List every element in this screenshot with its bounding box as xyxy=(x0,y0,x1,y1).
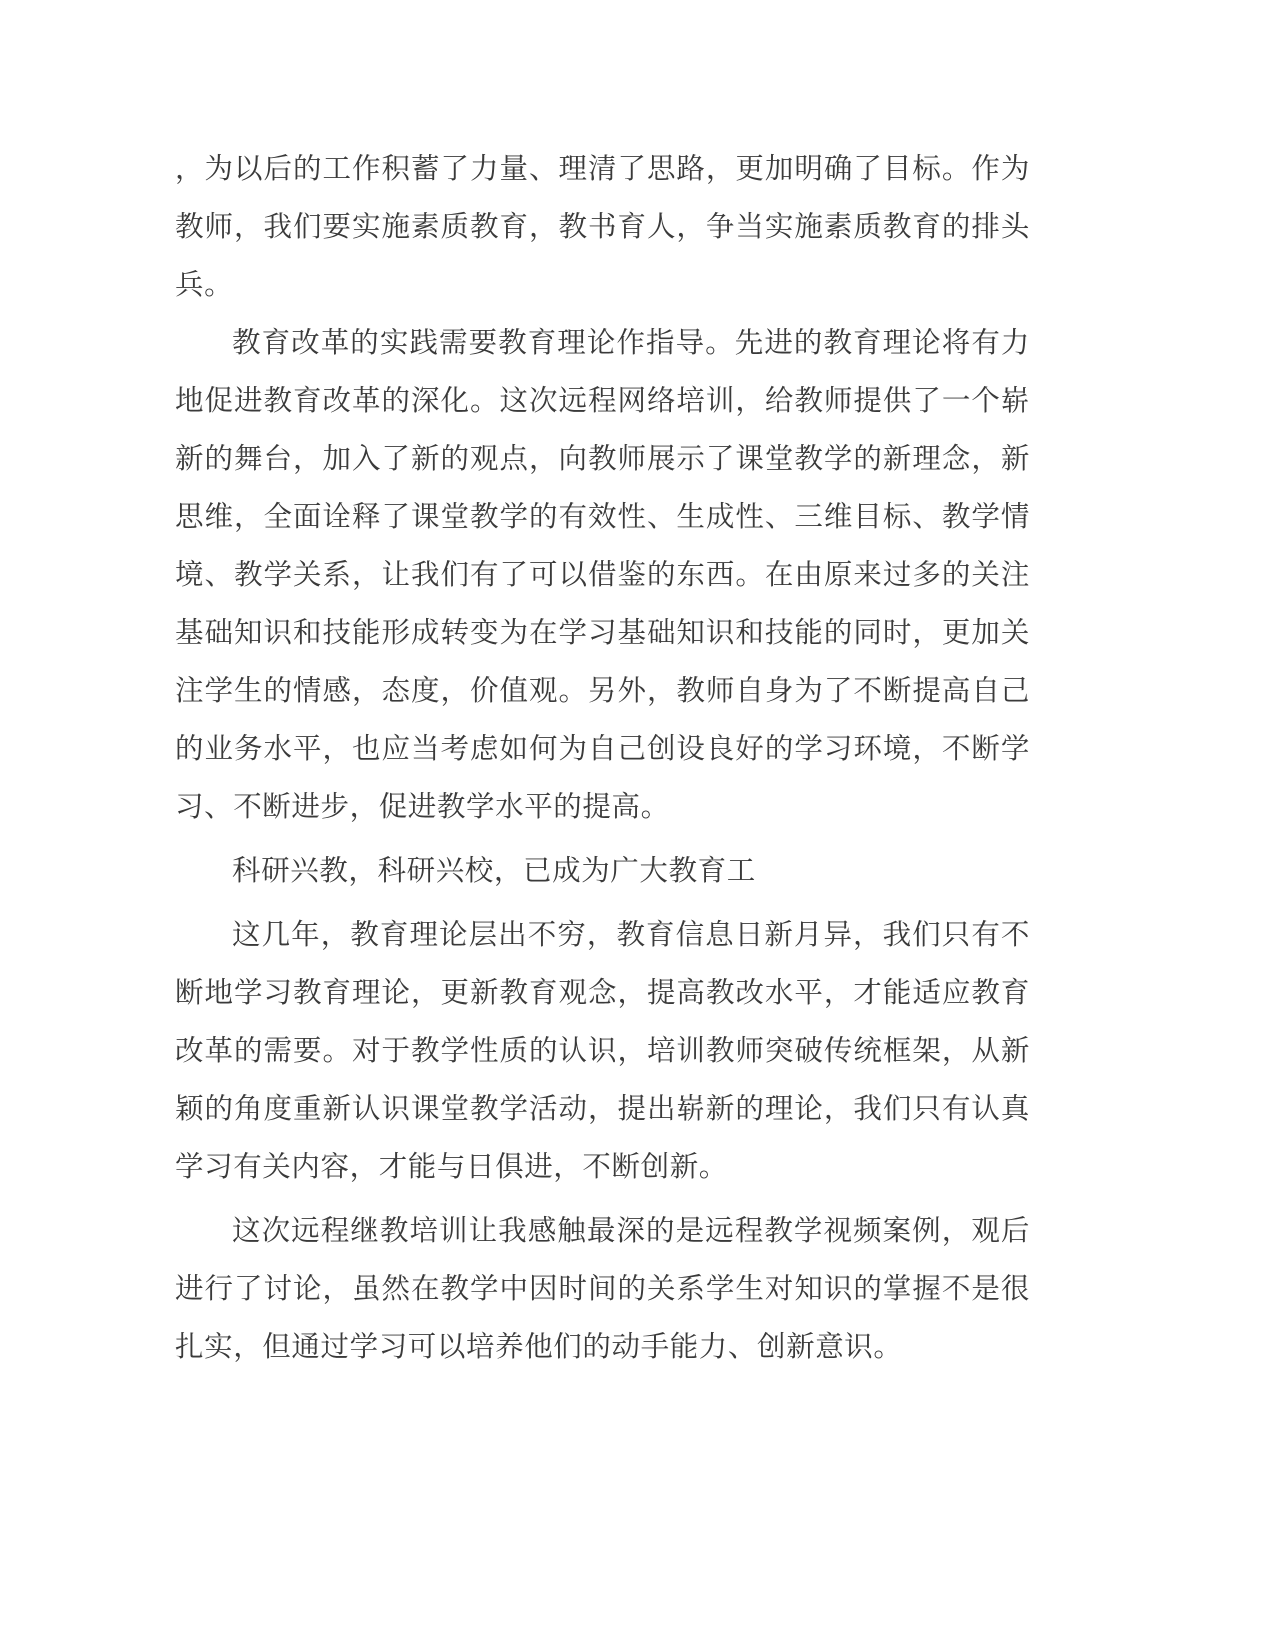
paragraph-2: 教育改革的实践需要教育理论作指导。先进的教育理论将有力地促进教育改革的深化。这次远程网络培训，给教师提供了一个崭新的舞台，加入了新的观点，向教师展示了课堂教学的新理念，新思维，全面诠释了课堂教学的有效性、生成性、三维目标、教学情境、教学关系，让我们有了可以借鉴的东西。在由原来过多的关注基础知识和技能形成转变为在学习基础知识和技能的同时，更加关注学生的情感，态度，价值观。另外，教师自身为了不断提高自己的业务水平，也应当考虑如何为自己创设良好的学习环境，不断学习、不断进步，促进教学水平的提高。 xyxy=(175,326,1030,823)
paragraph-4: 这几年，教育理论层出不穷，教育信息日新月异，我们只有不断地学习教育理论，更新教育观念，提高教改水平，才能适应教育改革的需要。对于教学性质的认识，培训教师突破传统框架，从新颖的角度重新认识课堂教学活动，提出崭新的理论，我们只有认真学习有关内容，才能与日俱进，不断创新。 xyxy=(175,918,1030,1183)
paragraph-1: ，为以后的工作积蓄了力量、理清了思路，更加明确了目标。作为教师，我们要实施素质教育，教书育人，争当实施素质教育的排头兵。 xyxy=(175,152,1030,301)
document-body xyxy=(175,140,1030,1382)
paragraph-5: 这次远程继教培训让我感触最深的是远程教学视频案例，观后进行了讨论，虽然在教学中因时间的关系学生对知识的掌握不是很扎实，但通过学习可以培养他们的动手能力、创新意识。 xyxy=(175,1214,1030,1363)
paragraph-3: 科研兴教，科研兴校，已成为广大教育工 xyxy=(232,854,756,887)
